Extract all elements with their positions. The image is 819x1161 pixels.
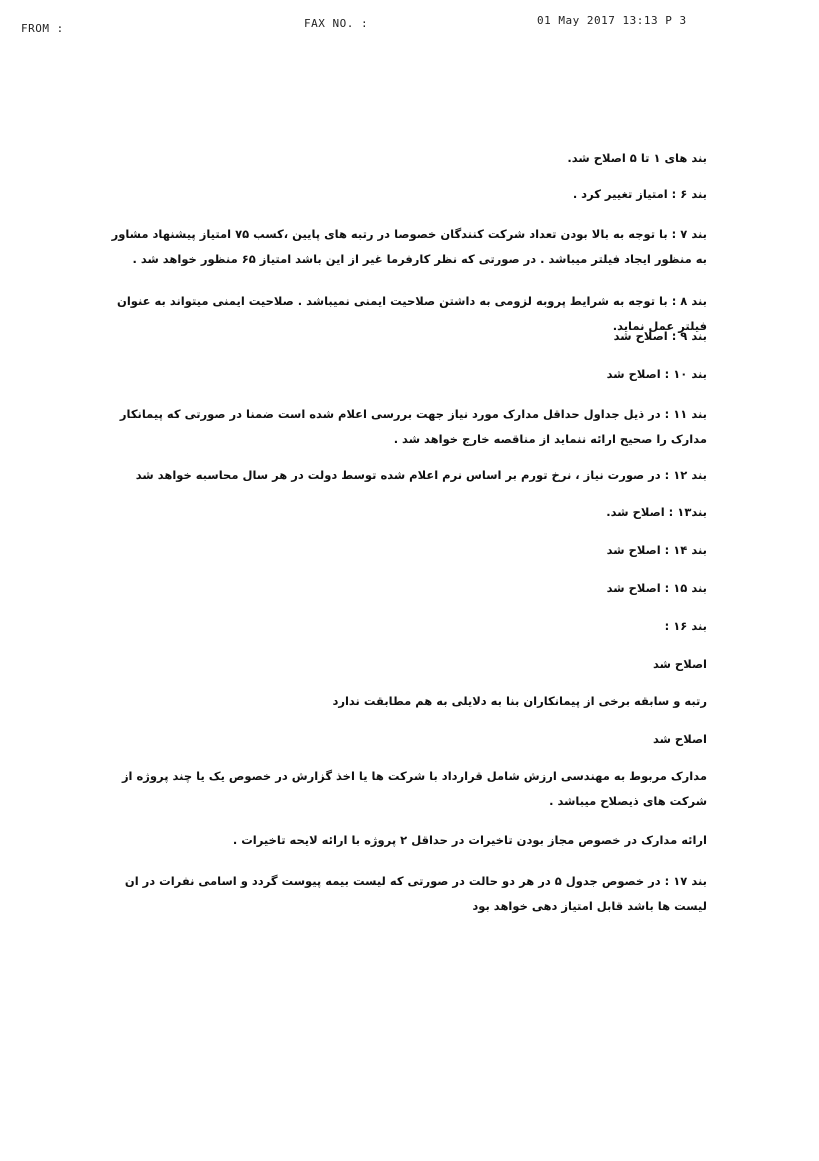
fax-date-time-page: 01 May 2017 13:13 P 3 xyxy=(537,14,687,27)
paragraph-fixed-1: اصلاح شد xyxy=(652,657,707,671)
paragraph-item-11: بند ۱۱ : در ذیل جداول حداقل مدارک مورد نیاز جهت بررسی اعلام شده است ضمنا در صورتی که پیمانکار مدارک را صحیح ارائه ننماید از مناقصه خارج خواهد شد . xyxy=(119,407,707,446)
paragraph-item-10: بند ۱۰ : اصلاح شد xyxy=(606,367,707,381)
paragraph-item-9: بند ۹ : اصلاح شد xyxy=(613,329,707,343)
paragraph-fixed-2: اصلاح شد xyxy=(652,732,707,746)
paragraph-item-15: بند ۱۵ : اصلاح شد xyxy=(606,581,707,595)
paragraph-contractor-rank: رتبه و سابقه برخی از پیمانکاران بنا به دلایلی به هم مطابقت ندارد xyxy=(332,694,707,708)
paragraph-item-14: بند ۱۴ : اصلاح شد xyxy=(606,543,707,557)
paragraph-delays: ارائه مدارک در خصوص مجاز بودن تاخیرات در حداقل ۲ پروژه با ارائه لایحه تاخیرات . xyxy=(232,833,707,847)
paragraph-item-6: بند ۶ : امتیاز تغییر کرد . xyxy=(572,187,707,201)
fax-from-label: FROM : xyxy=(21,22,64,35)
paragraph-item-13: بند۱۳ : اصلاح شد. xyxy=(606,505,707,519)
paragraph-item-8: بند ۸ : با توجه به شرایط پروبه لزومی به داشتن صلاحیت ایمنی نمیباشد . صلاحیت ایمنی میتواند به عنوان فیلتر عمل نماید. xyxy=(117,294,707,333)
paragraph-item-16: بند ۱۶ : xyxy=(664,619,707,633)
paragraph-item-7: بند ۷ : با توجه به بالا بودن تعداد شرکت کنندگان خصوصا در رتبه های پایین ،کسب ۷۵ امتیاز پیشنهاد مشاور به منظور ایجاد فیلتر میباشد . در صورتی که نظر کارفرما غیر از این باشد امتیاز ۶۵ منظور خواهد شد . xyxy=(111,227,707,266)
paragraph-value-engineering: مدارک مربوط به مهندسی ارزش شامل قرارداد با شرکت ها یا اخذ گزارش در خصوص یک یا چند پروژه از شرکت های ذیصلاح میباشد . xyxy=(121,769,707,808)
paragraph-items-1-5: بند های ۱ تا ۵ اصلاح شد. xyxy=(567,151,707,165)
paragraph-item-12: بند ۱۲ : در صورت نیاز ، نرخ تورم بر اساس نرم اعلام شده توسط دولت در هر سال محاسبه خواهد شد xyxy=(135,468,707,482)
fax-number-label: FAX NO. : xyxy=(304,17,369,30)
paragraph-item-17: بند ۱۷ : در خصوص جدول ۵ در هر دو حالت در صورتی که لیست بیمه پیوست گردد و اسامی نفرات در ان لیست ها باشد قابل امتیاز دهی خواهد بود xyxy=(124,874,707,913)
